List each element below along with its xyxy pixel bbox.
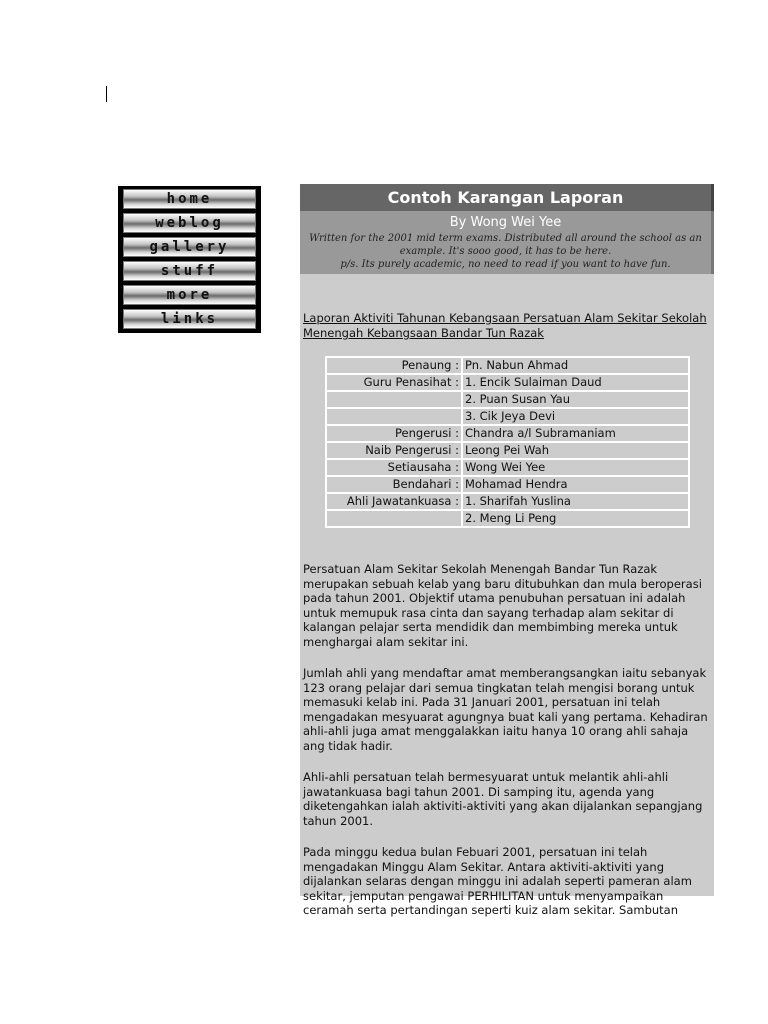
committee-member: Pn. Nabun Ahmad — [463, 358, 688, 375]
article-title: Contoh Karangan Laporan — [300, 184, 714, 211]
article-note: Written for the 2001 mid term exams. Distributed all around the school as an example. It's sooo good, it has to be here. — [309, 233, 702, 257]
committee-row — [327, 443, 688, 460]
committee-role: Naib Pengerusi : — [327, 443, 463, 460]
paragraph: Persatuan Alam Sekitar Sekolah Menengah Bandar Tun Razak merupakan sebuah kelab yang baru ditubuhkan dan mula beroperasi pada tahun 2001. Objektif utama penubuhan persatuan ini adalah untuk memupuk rasa cinta dan sayang terhadap alam sekitar di kalangan pelajar serta mendidik dan membimbing mereka untuk menghargai alam sekitar ini. — [303, 562, 702, 649]
committee-table — [325, 356, 690, 528]
committee-role: Setiausaha : — [327, 460, 463, 477]
committee-member: 1. Encik Sulaiman Daud — [463, 375, 688, 392]
committee-role — [327, 392, 463, 409]
nav-links-button[interactable]: links — [123, 309, 256, 329]
article-body — [300, 311, 714, 918]
committee-member: Chandra a/l Subramaniam — [463, 426, 688, 443]
committee-row — [327, 409, 688, 426]
paragraph: Ahli-ahli persatuan telah bermesyuarat untuk melantik ahli-ahli jawatankuasa bagi tahun 2001. Di samping itu, agenda yang diketengahkan ialah aktiviti-aktiviti yang akan dijalankan sepangjang tahun 2001. — [303, 770, 703, 828]
nav-stuff-button[interactable]: stuff — [123, 261, 256, 281]
paragraph: Jumlah ahli yang mendaftar amat memberangsangkan iaitu sebanyak 123 orang pelajar dari semua tingkatan telah mengisi borang untuk memasuki kelab ini. Pada 31 Januari 2001, persatuan ini telah mengadakan mesyuarat agungnya buat kali yang pertama. Kehadiran ahli-ahli juga amat menggalakkan iaitu hanya 10 orang ahli sahaja ang tidak hadir. — [303, 666, 708, 753]
committee-row — [327, 511, 688, 526]
committee-role — [327, 409, 463, 426]
text-cursor — [106, 86, 107, 102]
article-header — [300, 211, 714, 274]
committee-member: Wong Wei Yee — [463, 460, 688, 477]
committee-member: Mohamad Hendra — [463, 477, 688, 494]
committee-role — [327, 511, 463, 526]
committee-row — [327, 494, 688, 511]
committee-row — [327, 392, 688, 409]
committee-row — [327, 426, 688, 443]
nav-more-button[interactable]: more — [123, 285, 256, 305]
committee-role: Pengerusi : — [327, 426, 463, 443]
committee-member: Leong Pei Wah — [463, 443, 688, 460]
article-note-ps: p/s. Its purely academic, no need to read if you want to have fun. — [340, 259, 671, 270]
committee-member: 2. Meng Li Peng — [463, 511, 688, 526]
report-title-link[interactable]: Laporan Aktiviti Tahunan Kebangsaan Persatuan Alam Sekitar Sekolah Menengah Kebangsaan Bandar Tun Razak — [303, 311, 707, 340]
nav-weblog-button[interactable]: weblog — [123, 213, 256, 233]
article-card — [300, 184, 714, 917]
committee-role: Bendahari : — [327, 477, 463, 494]
committee-row — [327, 358, 688, 375]
committee-member: 2. Puan Susan Yau — [463, 392, 688, 409]
committee-role: Penaung : — [327, 358, 463, 375]
committee-role: Guru Penasihat : — [327, 375, 463, 392]
committee-member: 3. Cik Jeya Devi — [463, 409, 688, 426]
nav-menu — [118, 186, 261, 333]
nav-home-button[interactable]: home — [123, 189, 256, 209]
committee-row — [327, 375, 688, 392]
article-byline: By Wong Wei Yee — [449, 215, 562, 230]
committee-row — [327, 460, 688, 477]
paragraph: Pada minggu kedua bulan Febuari 2001, persatuan ini telah mengadakan Minggu Alam Sekitar. Antara aktiviti-aktiviti yang dijalankan selaras dengan minggu ini adalah seperti pameran alam sekitar, jemputan pengawai PERHILITAN untuk menyampaikan ceramah serta pertandingan seperti kuiz alam sekitar. Sambutan — [303, 845, 692, 917]
nav-gallery-button[interactable]: gallery — [123, 237, 256, 257]
committee-row — [327, 477, 688, 494]
committee-member: 1. Sharifah Yuslina — [463, 494, 688, 511]
committee-role: Ahli Jawatankuasa : — [327, 494, 463, 511]
